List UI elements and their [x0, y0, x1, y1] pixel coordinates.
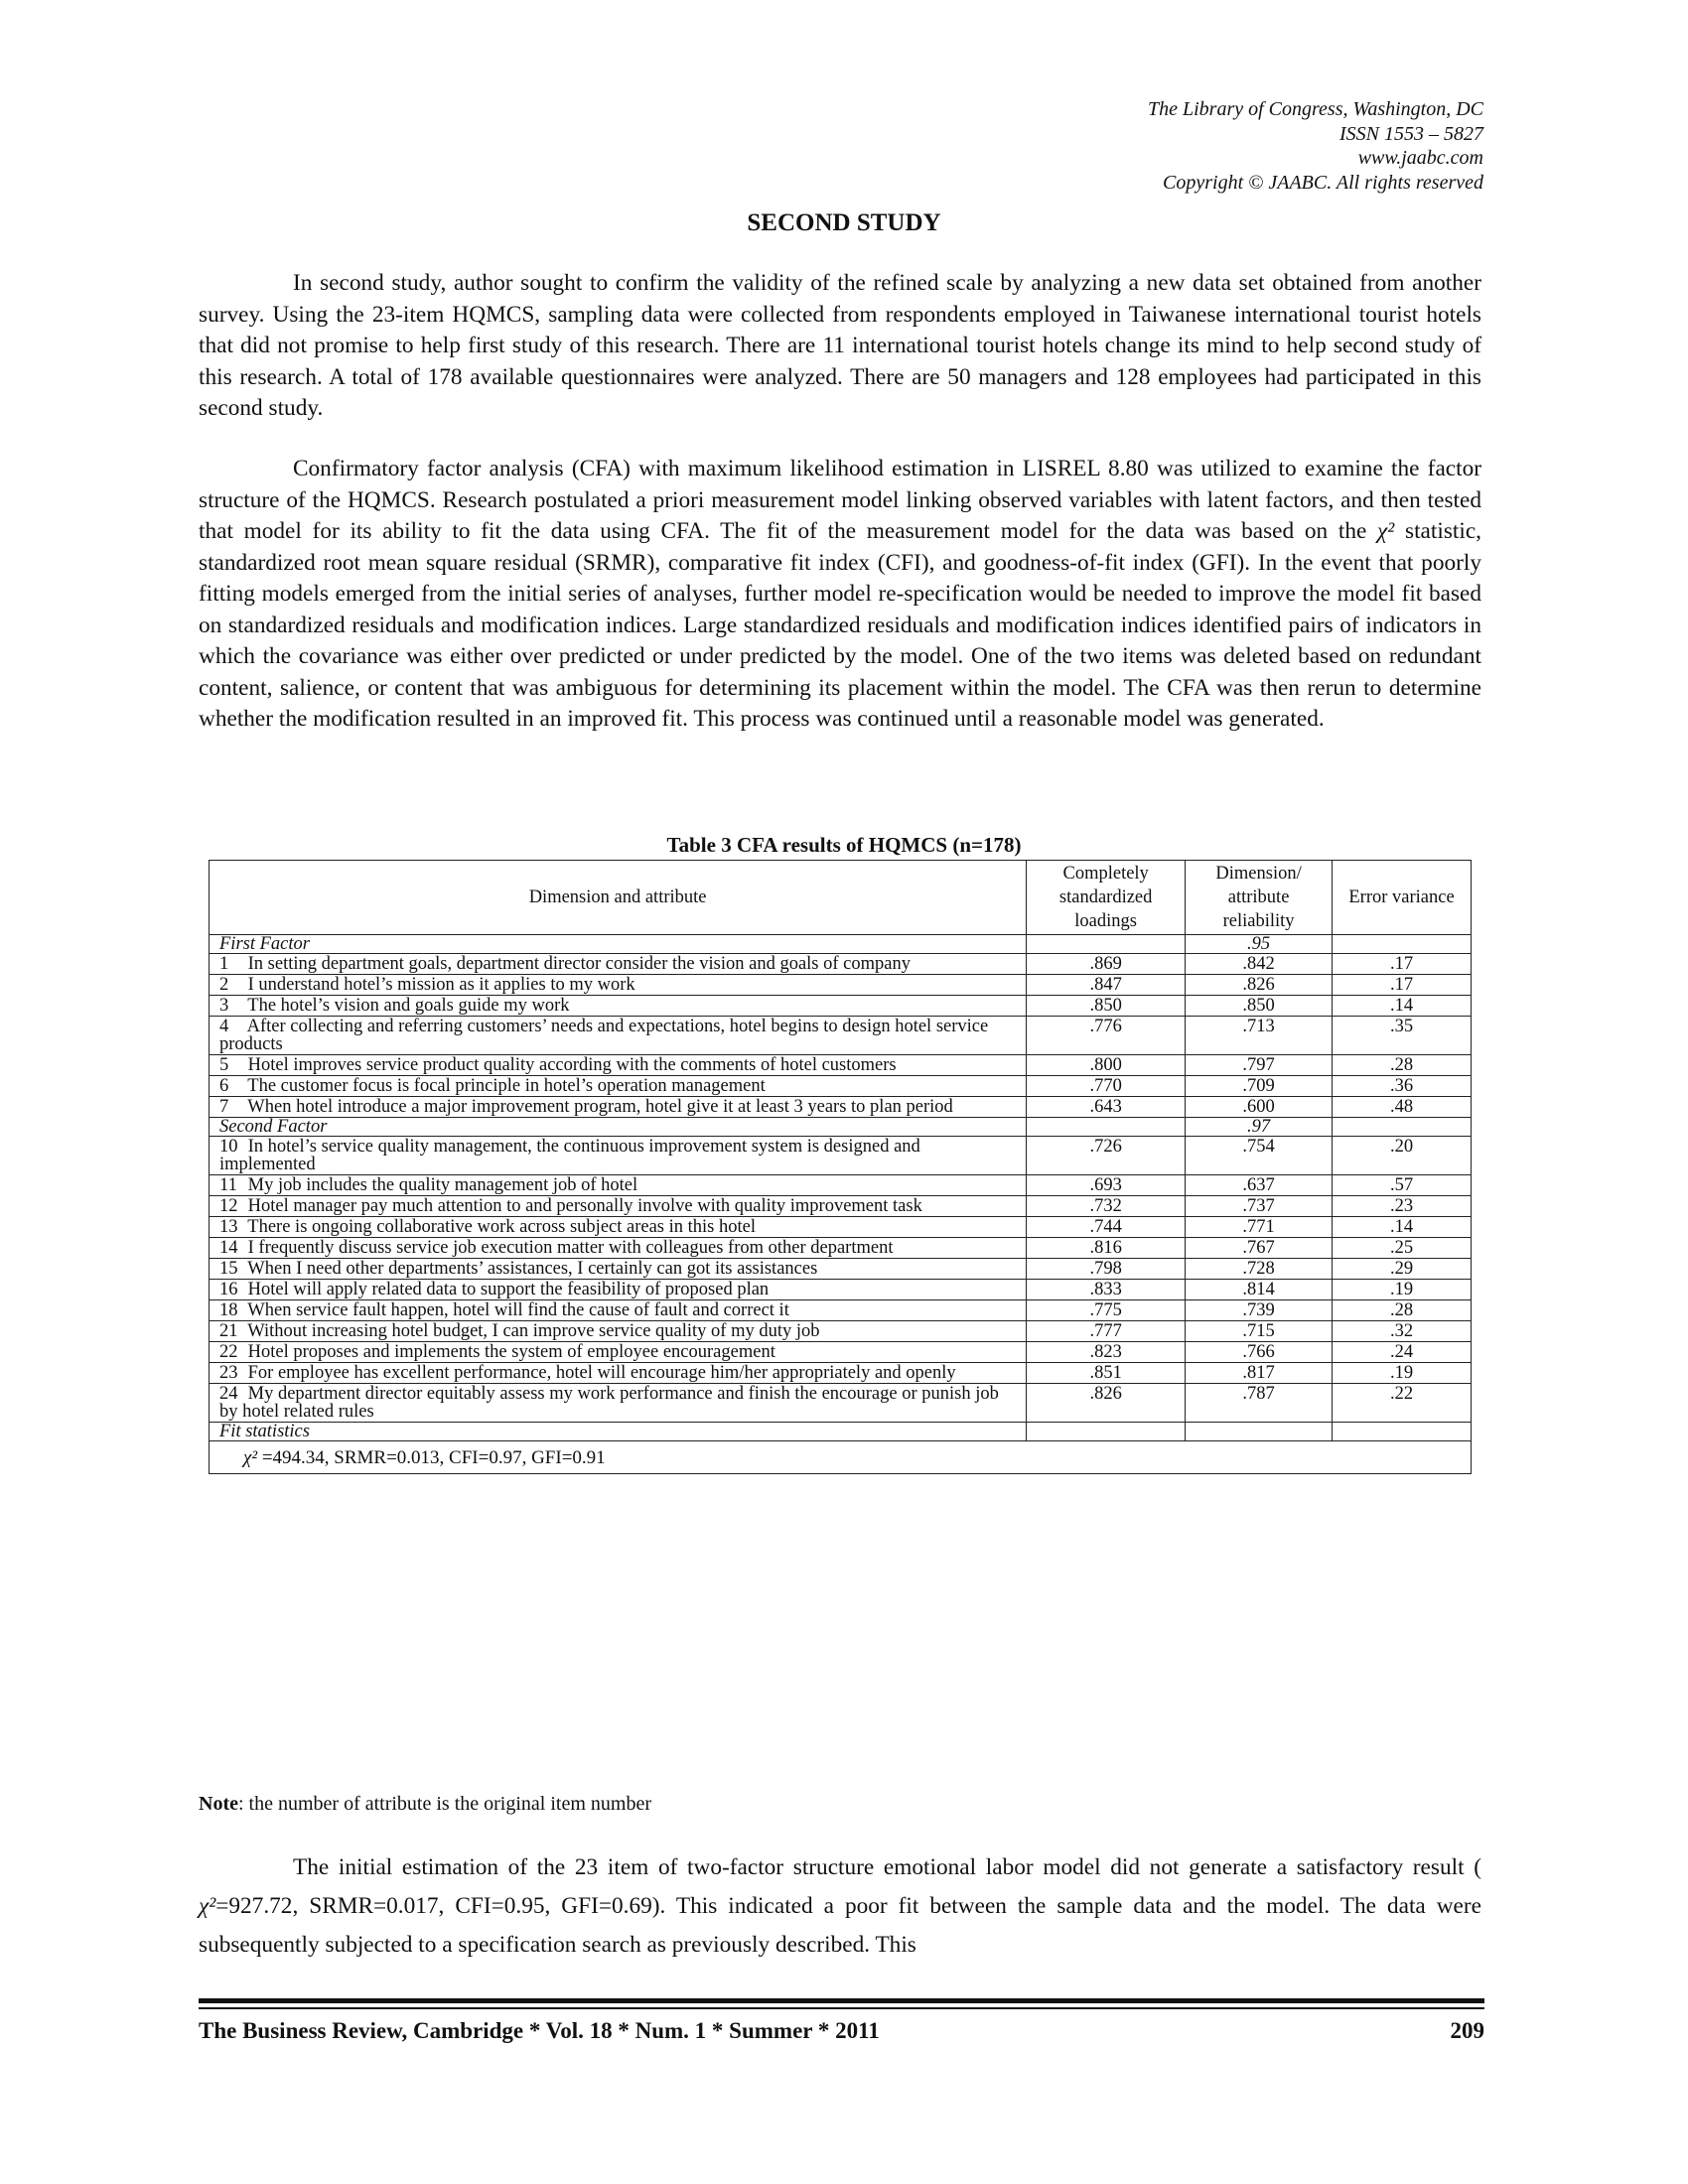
header-loadings: Completely standardized loadings	[1027, 861, 1186, 935]
attribute-text: When service fault happen, hotel will find the cause of fault and correct it	[247, 1300, 789, 1320]
error-variance-value: .19	[1333, 1280, 1472, 1300]
table-row	[210, 1300, 1472, 1321]
loading-value: .800	[1027, 1055, 1186, 1076]
paragraph-intro: In second study, author sought to confirm the validity of the refined scale by analyzing a new data set obtained from another survey. Using the 23-item HQMCS, sampling data were collected from respondents employed in Taiwanese international tourist hotels that did not promise to help first study of this research. There are 11 international tourist hotels change its mind to help second study of this research. A total of 178 available questionnaires were analyzed. There are 50 managers and 128 employees had participated in this second study.	[199, 270, 1481, 421]
table-row	[210, 1280, 1472, 1300]
footer-rule-thin	[199, 2007, 1484, 2009]
attribute-number: 11	[219, 1175, 237, 1195]
attribute-text: For employee has excellent performance, hotel will encourage him/her appropriately and openly	[247, 1363, 956, 1383]
fit-statistics-values	[210, 1441, 1472, 1474]
table-row	[210, 1097, 1472, 1118]
error-variance-value: .23	[1333, 1196, 1472, 1217]
attribute-text: I understand hotel’s mission as it applies to my work	[247, 975, 635, 995]
attribute-text: My job includes the quality management job of hotel	[247, 1175, 638, 1195]
header-line-issn: ISSN 1553 – 5827	[1339, 122, 1483, 145]
table-row	[210, 1137, 1472, 1175]
attribute-text: In setting department goals, department director consider the vision and goals of company	[247, 954, 911, 974]
attribute-cell	[210, 1217, 1027, 1238]
header-line-website: www.jaabc.com	[1357, 147, 1483, 169]
table-row	[210, 1017, 1472, 1055]
attribute-cell	[210, 1137, 1027, 1175]
reliability-value: .713	[1186, 1017, 1333, 1055]
attribute-number: 24	[219, 1384, 238, 1404]
error-variance-value: .29	[1333, 1259, 1472, 1280]
error-variance-value: .25	[1333, 1238, 1472, 1259]
attribute-number: 4	[219, 1017, 229, 1036]
attribute-text: Hotel improves service product quality according with the comments of hotel customers	[247, 1055, 897, 1075]
loading-value: .847	[1027, 975, 1186, 996]
attribute-text: When I need other departments’ assistances, I certainly can got its assistances	[247, 1259, 818, 1279]
reliability-value: .766	[1186, 1342, 1333, 1363]
loading-value: .777	[1027, 1321, 1186, 1342]
attribute-cell	[210, 1055, 1027, 1076]
attribute-cell	[210, 1259, 1027, 1280]
reliability-value: .787	[1186, 1384, 1333, 1423]
error-variance-value: .19	[1333, 1363, 1472, 1384]
reliability-value: .771	[1186, 1217, 1333, 1238]
paragraph-initial-estimation	[199, 1848, 1481, 1965]
paragraph-estimation-text-before: The initial estimation of the 23 item of two-factor structure emotional labor model did not generate a satisfactory result (	[293, 1854, 1481, 1880]
error-variance-value: .22	[1333, 1384, 1472, 1423]
attribute-text: My department director equitably assess my work performance and finish the encourage or punish job by hotel related rules	[219, 1384, 999, 1422]
attribute-cell	[210, 975, 1027, 996]
attribute-text: Hotel proposes and implements the system of employee encouragement	[247, 1342, 775, 1362]
error-variance-value: .32	[1333, 1321, 1472, 1342]
attribute-text: Without increasing hotel budget, I can improve service quality of my duty job	[247, 1321, 820, 1341]
fit-statistics-label-row	[210, 1423, 1472, 1441]
attribute-text: In hotel’s service quality management, the continuous improvement system is designed and implemented	[219, 1137, 920, 1174]
chi-square-symbol: χ²	[199, 1893, 216, 1919]
attribute-cell	[210, 1175, 1027, 1196]
paragraph-estimation-text-after: =927.72, SRMR=0.017, CFI=0.95, GFI=0.69). This indicated a poor fit between the sample data and the model. The data were subsequently subjected to a specification search as previously described. This	[199, 1893, 1481, 1958]
reliability-value: .715	[1186, 1321, 1333, 1342]
attribute-number: 16	[219, 1280, 238, 1299]
page-header	[1148, 97, 1483, 195]
table-header-row	[210, 861, 1472, 935]
error-variance-value: .57	[1333, 1175, 1472, 1196]
reliability-value: .754	[1186, 1137, 1333, 1175]
reliability-value: .814	[1186, 1280, 1333, 1300]
attribute-number: 12	[219, 1196, 238, 1216]
table-row	[210, 1175, 1472, 1196]
attribute-cell	[210, 1321, 1027, 1342]
table-row	[210, 1076, 1472, 1097]
factor-reliability: .95	[1186, 935, 1333, 954]
table-row	[210, 1196, 1472, 1217]
error-variance-value: .28	[1333, 1300, 1472, 1321]
error-variance-value: .48	[1333, 1097, 1472, 1118]
loading-value: .851	[1027, 1363, 1186, 1384]
table-row	[210, 954, 1472, 975]
error-variance-value: .28	[1333, 1055, 1472, 1076]
factor-loading-empty	[1027, 935, 1186, 954]
loading-value: .726	[1027, 1137, 1186, 1175]
error-variance-value: .24	[1333, 1342, 1472, 1363]
loading-value: .850	[1027, 996, 1186, 1017]
loading-value: .869	[1027, 954, 1186, 975]
table-body	[210, 935, 1472, 1474]
loading-value: .833	[1027, 1280, 1186, 1300]
attribute-text: Hotel manager pay much attention to and personally involve with quality improvement task	[247, 1196, 922, 1216]
table-row	[210, 1217, 1472, 1238]
fit-empty-cell	[1333, 1423, 1472, 1441]
reliability-value: .797	[1186, 1055, 1333, 1076]
loading-value: .770	[1027, 1076, 1186, 1097]
error-variance-value: .20	[1333, 1137, 1472, 1175]
attribute-cell	[210, 1280, 1027, 1300]
attribute-number: 2	[219, 975, 229, 995]
chi-square-symbol: χ²	[243, 1447, 258, 1468]
fit-statistics-text: =494.34, SRMR=0.013, CFI=0.97, GFI=0.91	[261, 1447, 606, 1468]
footer-journal: The Business Review, Cambridge * Vol. 18 * Num. 1 * Summer * 2011	[199, 2018, 880, 2043]
footer-page-number: 209	[1450, 2018, 1484, 2043]
error-variance-value: .14	[1333, 1217, 1472, 1238]
fit-empty-cell	[1186, 1423, 1333, 1441]
chi-square-symbol: χ²	[1377, 518, 1395, 544]
factor-reliability: .97	[1186, 1118, 1333, 1137]
attribute-cell	[210, 1238, 1027, 1259]
attribute-number: 23	[219, 1363, 238, 1383]
attribute-number: 22	[219, 1342, 238, 1362]
attribute-cell	[210, 1076, 1027, 1097]
loading-value: .775	[1027, 1300, 1186, 1321]
attribute-number: 13	[219, 1217, 238, 1237]
attribute-cell	[210, 1300, 1027, 1321]
table-row	[210, 1384, 1472, 1423]
cfa-results-table	[209, 860, 1472, 1474]
paragraph-cfa-text-before: Confirmatory factor analysis (CFA) with maximum likelihood estimation in LISREL 8.80 was utilized to examine the factor structure of the HQMCS. Research postulated a priori measurement model linking observed variables with latent factors, and then tested that model for its ability to fit the data using CFA. The fit of the measurement model for the data was based on the	[199, 456, 1481, 544]
error-variance-value: .36	[1333, 1076, 1472, 1097]
attribute-text: There is ongoing collaborative work across subject areas in this hotel	[247, 1217, 756, 1237]
attribute-number: 21	[219, 1321, 238, 1341]
attribute-number: 1	[219, 954, 229, 974]
fit-empty-cell	[1027, 1423, 1186, 1441]
loading-value: .798	[1027, 1259, 1186, 1280]
error-variance-value: .17	[1333, 954, 1472, 975]
attribute-number: 5	[219, 1055, 229, 1075]
paragraph-cfa-text-after: statistic, standardized root mean square residual (SRMR), comparative fit index (CFI), and goodness-of-fit index (GFI). In the event that poorly fitting models emerged from the initial series of analyses, further model re-specification would be needed to improve the model fit based on standardized residuals and modification indices. Large standardized residuals and modification indices identified pairs of indicators in which the covariance was either over predicted or under predicted by the model. One of the two items was deleted based on redundant content, salience, or content that was ambiguous for determining its placement within the model. The CFA was then rerun to determine whether the modification resulted in an improved fit. This process was continued until a reasonable model was generated.	[199, 518, 1482, 732]
section-title: SECOND STUDY	[747, 209, 941, 236]
loading-value: .816	[1027, 1238, 1186, 1259]
fit-statistics-label: Fit statistics	[210, 1423, 1027, 1441]
factor-error-empty	[1333, 935, 1472, 954]
attribute-cell	[210, 1196, 1027, 1217]
footer-rule-thick	[199, 1998, 1484, 2003]
table-row	[210, 1238, 1472, 1259]
attribute-cell	[210, 1342, 1027, 1363]
note-text: : the number of attribute is the original item number	[237, 1793, 651, 1815]
table-row	[210, 1321, 1472, 1342]
header-error-variance: Error variance	[1333, 861, 1472, 935]
loading-value: .826	[1027, 1384, 1186, 1423]
table-row	[210, 1342, 1472, 1363]
note-label: Note	[199, 1793, 238, 1815]
reliability-value: .739	[1186, 1300, 1333, 1321]
attribute-number: 7	[219, 1097, 229, 1117]
attribute-number: 15	[219, 1259, 238, 1279]
attribute-number: 3	[219, 996, 229, 1016]
page-footer	[199, 2018, 1484, 2044]
table-row	[210, 996, 1472, 1017]
factor-label: First Factor	[210, 935, 1027, 954]
factor-row	[210, 935, 1472, 954]
loading-value: .643	[1027, 1097, 1186, 1118]
header-dimension: Dimension and attribute	[210, 861, 1027, 935]
error-variance-value: .17	[1333, 975, 1472, 996]
fit-statistics-values-row	[210, 1441, 1472, 1474]
table-row	[210, 975, 1472, 996]
loading-value: .776	[1027, 1017, 1186, 1055]
reliability-value: .737	[1186, 1196, 1333, 1217]
loading-value: .732	[1027, 1196, 1186, 1217]
table-row	[210, 1259, 1472, 1280]
reliability-value: .600	[1186, 1097, 1333, 1118]
reliability-value: .637	[1186, 1175, 1333, 1196]
attribute-text: Hotel will apply related data to support the feasibility of proposed plan	[247, 1280, 770, 1299]
reliability-value: .817	[1186, 1363, 1333, 1384]
attribute-cell	[210, 996, 1027, 1017]
factor-error-empty	[1333, 1118, 1472, 1137]
reliability-value: .709	[1186, 1076, 1333, 1097]
header-line-library: The Library of Congress, Washington, DC	[1147, 98, 1483, 120]
attribute-cell	[210, 954, 1027, 975]
table-row	[210, 1363, 1472, 1384]
reliability-value: .850	[1186, 996, 1333, 1017]
attribute-text: The hotel’s vision and goals guide my work	[247, 996, 570, 1016]
reliability-value: .842	[1186, 954, 1333, 975]
header-reliability: Dimension/ attribute reliability	[1186, 861, 1333, 935]
loading-value: .823	[1027, 1342, 1186, 1363]
header-line-copyright: Copyright © JAABC. All rights reserved	[1163, 171, 1483, 194]
loading-value: .693	[1027, 1175, 1186, 1196]
factor-label: Second Factor	[210, 1118, 1027, 1137]
attribute-number: 14	[219, 1238, 238, 1258]
attribute-number: 18	[219, 1300, 238, 1320]
attribute-number: 6	[219, 1076, 229, 1096]
factor-row	[210, 1118, 1472, 1137]
factor-loading-empty	[1027, 1118, 1186, 1137]
table-note	[199, 1793, 651, 1816]
attribute-number: 10	[219, 1137, 238, 1157]
reliability-value: .826	[1186, 975, 1333, 996]
attribute-text: The customer focus is focal principle in hotel’s operation management	[247, 1076, 766, 1096]
error-variance-value: .35	[1333, 1017, 1472, 1055]
attribute-cell	[210, 1017, 1027, 1055]
table-row	[210, 1055, 1472, 1076]
attribute-text: I frequently discuss service job execution matter with colleagues from other department	[247, 1238, 894, 1258]
attribute-cell	[210, 1384, 1027, 1423]
error-variance-value: .14	[1333, 996, 1472, 1017]
attribute-cell	[210, 1097, 1027, 1118]
table-caption: Table 3 CFA results of HQMCS (n=178)	[666, 833, 1022, 857]
attribute-text: After collecting and referring customers’ needs and expectations, hotel begins to design hotel service products	[219, 1017, 989, 1054]
attribute-cell	[210, 1363, 1027, 1384]
loading-value: .744	[1027, 1217, 1186, 1238]
attribute-text: When hotel introduce a major improvement program, hotel give it at least 3 years to plan period	[247, 1097, 953, 1117]
paragraph-cfa-method	[199, 454, 1481, 736]
reliability-value: .728	[1186, 1259, 1333, 1280]
reliability-value: .767	[1186, 1238, 1333, 1259]
